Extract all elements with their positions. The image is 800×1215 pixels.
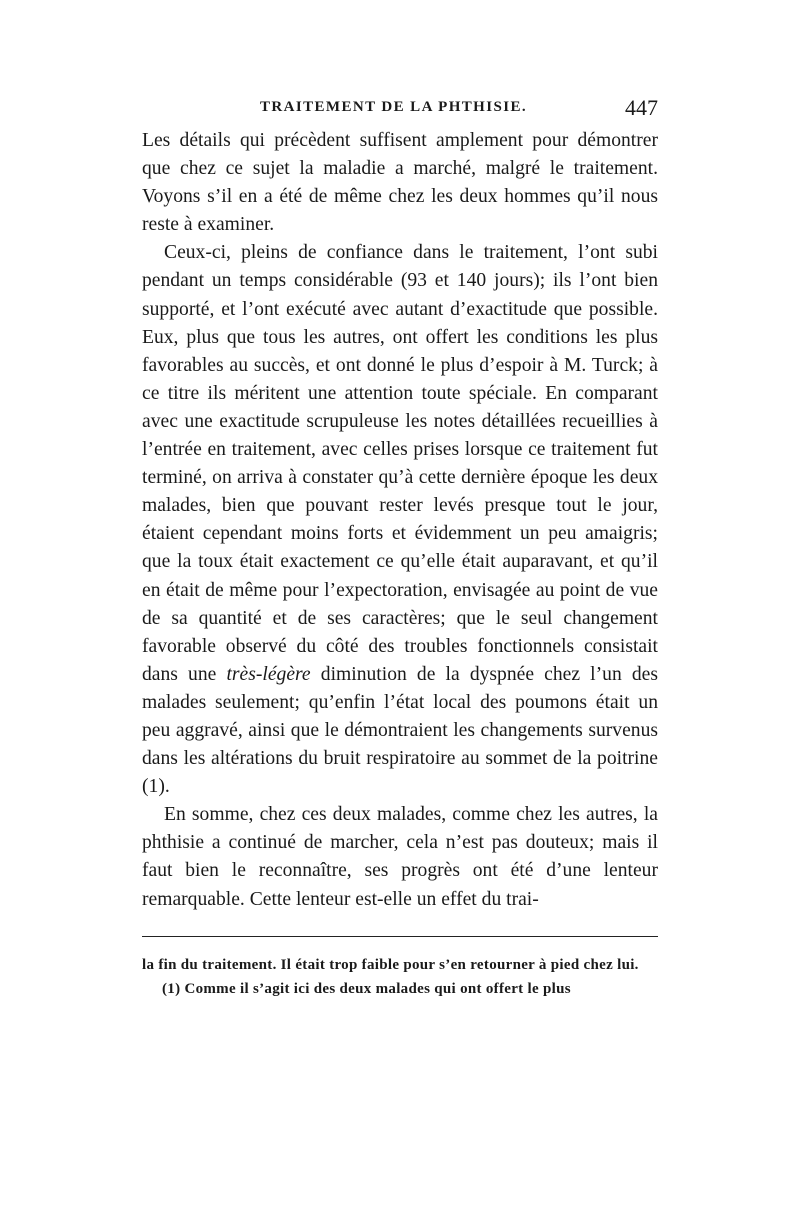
running-title: TRAITEMENT DE LA PHTHISIE. (260, 99, 528, 115)
paragraph-2-text: Ceux-ci, pleins de confiance dans le traitement, l’ont subi pendant un temps considérable (93 et 140 jours); ils l’ont bien supporté, et l’ont exécuté avec autant d’exactitude que possible. Eux, plus que tous les autres, ont offert les conditions les plus favorables au succès, et ont donné le plus d’espoir à M. Turck; à ce titre ils méritent une attention toute spéciale. En comparant avec une exactitude scrupuleuse les notes détaillées recueillies à l’entrée en traitement, avec celles prises lorsque ce traitement fut terminé, on arriva à constater qu’à cette dernière époque les deux malades, bien que pouvant rester levés presque tout le jour, étaient cependant moins forts et évidemment un peu amaigris; que la toux était exactement ce qu’elle était auparavant, et qu’il en était de même pour l’expectoration, envisagée au point de vue de sa quantité et de ses caractères; que le seul changement favorable observé du côté des troubles fonctionnels consistait dans une (142, 242, 658, 685)
emphasis-tres-legere: très-légère (226, 663, 311, 685)
footnotes (142, 955, 658, 1000)
book-page (142, 95, 658, 1000)
page-number: 447 (625, 95, 658, 120)
paragraph-3: En somme, chez ces deux malades, comme chez les autres, la phthisie a continué de marcher, cela n’est pas douteux; mais il faut bien le reconnaître, ses progrès ont été d’une lenteur remarquable. Cette lenteur est-elle un effet du trai- (142, 804, 658, 910)
paragraph-2-tail: diminution de la dyspnée chez l’un des malades seulement; qu’enfin l’état local des poumons était un peu aggravé, ainsi que le démontraient les changements survenus dans les altérations du bruit respiratoire au sommet de la poitrine (1). (142, 663, 658, 798)
paragraph-1: Les détails qui précèdent suffisent amplement pour démontrer que chez ce sujet la maladie a marché, malgré le traitement. Voyons s’il en a été de même chez les deux hommes qu’il nous reste à examiner. (142, 130, 658, 236)
footnote-continued: la fin du traitement. Il était trop faible pour s’en retourner à pied chez lui. (142, 956, 639, 973)
footnote-1: (1) Comme il s’agit ici des deux malades qui ont offert le plus (162, 980, 571, 997)
footnote-rule (142, 936, 658, 937)
running-header (142, 95, 658, 125)
paragraph-2 (142, 239, 658, 801)
body-text (142, 127, 658, 914)
